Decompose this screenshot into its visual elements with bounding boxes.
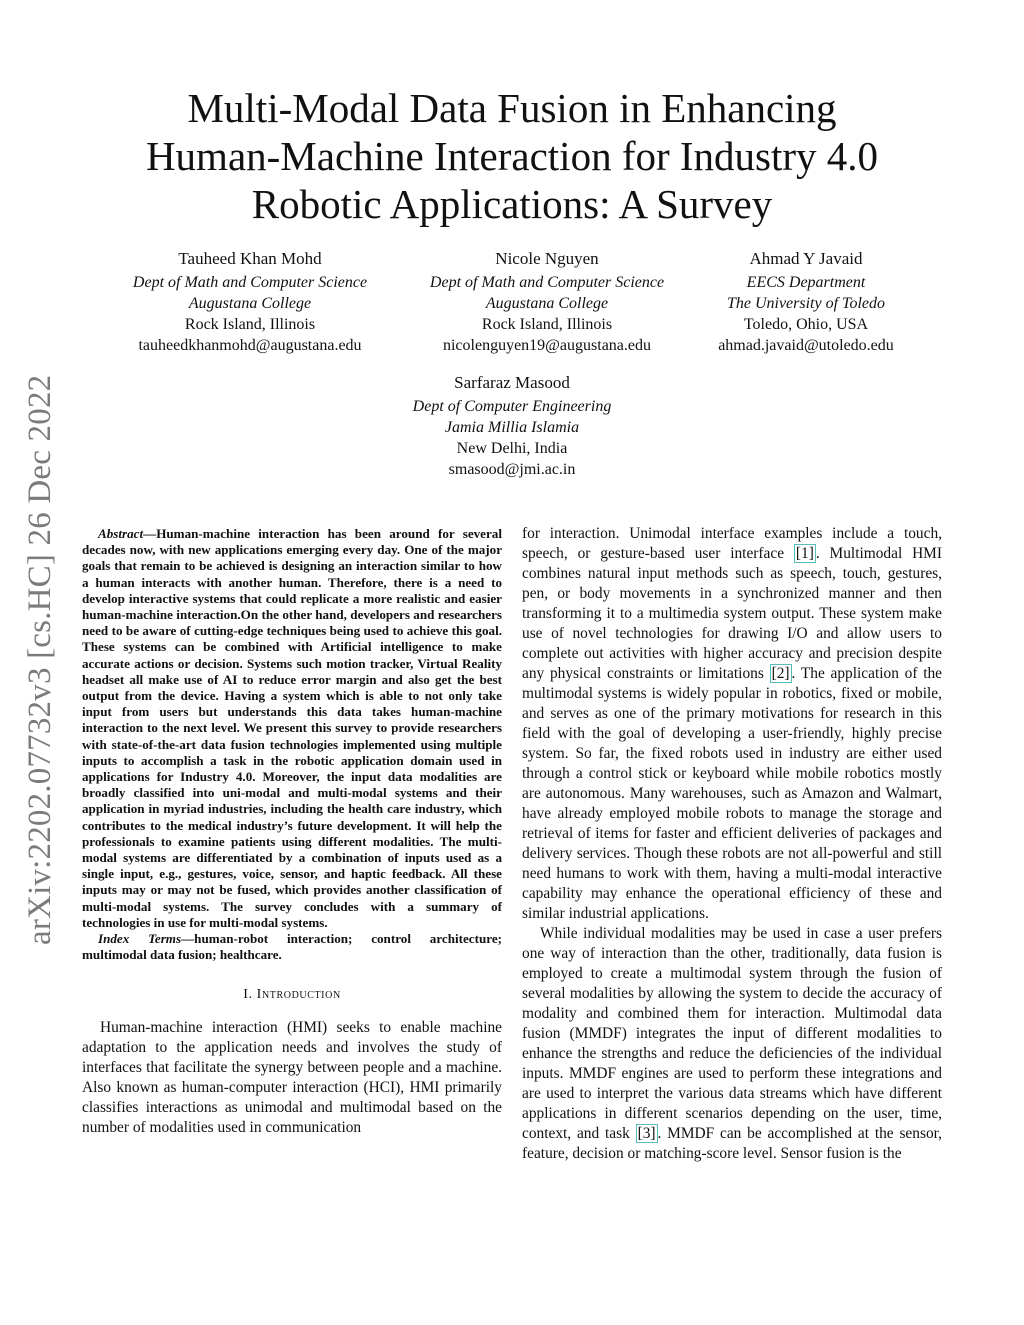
author-name: Tauheed Khan Mohd bbox=[178, 249, 322, 268]
title-line-1: Multi-Modal Data Fusion in Enhancing bbox=[187, 85, 837, 131]
author-dept: Dept of Computer Engineering bbox=[412, 398, 612, 415]
citation-link[interactable]: [2] bbox=[771, 665, 790, 682]
citation-link[interactable]: [3] bbox=[637, 1125, 656, 1142]
author-dept: EECS Department bbox=[746, 274, 866, 291]
index-terms-text: —human-robot interaction; control architecture; multimodal data fusion; healthcare. bbox=[82, 931, 502, 963]
author-institution: Augustana College bbox=[485, 295, 609, 312]
author-location: Toledo, Ohio, USA bbox=[743, 316, 869, 333]
index-terms bbox=[82, 931, 502, 963]
title-line-2: Human-Machine Interaction for Industry 4.0 bbox=[145, 133, 879, 179]
author-name: Nicole Nguyen bbox=[495, 249, 599, 268]
paragraph-text: While individual modalities may be used in case a user prefers one way of interaction than the other, traditionally, data fusion is employed to create a multimodal system through the fusion of several modalities by allowing the system to decide the accuracy of modality and combined them for interaction. Multimodal data fusion (MMDF) integrates the input of different modalities to enhance the strengths and reduce the deficiencies of the individual inputs. MMDF engines are used to perform these integrations and are used to interpret the various data streams which have different applications in different scenarios depending on the user, time, context, and task bbox=[522, 925, 942, 1142]
paragraph-text: . The application of the multimodal systems is widely popular in robotics, fixed or mobile, and serves as one of the primary motivations for research in this field with the goal of developing a user-friendly, highly precise system. So far, the fixed robots used in industry are either used through a control stick or keyboard while mobile robotics mostly are autonomous. Many warehouses, such as Amazon and Walmart, have already employed mobile robots to manage the storage and retrieval of items for faster and efficient deliveries of packages and delivery services. Though these robots are not all-powerful and still need humans to work with them, having a multi-modal interactive capability may enhance the operational efficiency of these and similar industrial applications. bbox=[522, 665, 943, 922]
author-email: nicolenguyen19@augustana.edu bbox=[442, 337, 651, 354]
author-name: Ahmad Y Javaid bbox=[749, 249, 863, 268]
author-institution: The University of Toledo bbox=[726, 295, 886, 312]
section-heading-introduction: I. Introduction bbox=[243, 987, 341, 1003]
index-terms-lead: Index Terms bbox=[98, 931, 182, 947]
intro-paragraph-1: Human-machine interaction (HMI) seeks to enable machine adaptation to the application needs and involves the study of interfaces that facilitate the synergy between people and a machine. Also known as human-computer interaction (HCI), HMI primarily classifies interactions as unimodal and multimodal based on the number of modalities used in communication bbox=[82, 1019, 502, 1137]
author-dept: Dept of Math and Computer Science bbox=[132, 274, 368, 291]
abstract bbox=[82, 526, 502, 931]
title-line-3: Robotic Applications: A Survey bbox=[251, 181, 773, 227]
intro-paragraph-2 bbox=[522, 924, 942, 1164]
author-institution: Jamia Millia Islamia bbox=[444, 419, 580, 436]
paragraph-text: . MMDF can be accomplished at the sensor, feature, decision or matching-score level. Sensor fusion is the bbox=[522, 1125, 942, 1162]
author-location: Rock Island, Illinois bbox=[184, 316, 316, 333]
author-block-2 bbox=[397, 248, 697, 356]
author-block-4 bbox=[362, 372, 662, 480]
intro-paragraph-continued bbox=[522, 524, 942, 924]
author-email: ahmad.javaid@utoledo.edu bbox=[718, 337, 894, 354]
paper-title bbox=[110, 84, 914, 228]
author-block-3 bbox=[686, 248, 926, 356]
paragraph-text: . Multimodal HMI combines natural input methods such as speech, touch, gestures, pen, or body movements in a synchronized manner and then transforming it to a multimedia system output. These system make use of novel technologies for drawing I/O and allow users to complete out activities with higher accuracy and precision despite any physical constraints or limitations bbox=[522, 545, 942, 682]
paragraph-text: for interaction. Unimodal interface examples include a touch, speech, or gesture-based user interface bbox=[522, 525, 942, 562]
author-block-1 bbox=[100, 248, 400, 356]
author-institution: Augustana College bbox=[188, 295, 312, 312]
author-location: Rock Island, Illinois bbox=[481, 316, 613, 333]
abstract-text: —Human-machine interaction has been around for several decades now, with new applications emerging every day. One of the major goals that remain to be achieved is designing an interaction similar to how a human interacts with another human. Therefore, there is a need to develop interactive systems that could replicate a more realistic and easier human-machine interaction.On the other hand, developers and researchers need to be aware of cutting-edge techniques being used to achieve this goal. These systems can be combined with Artificial intelligence to make accurate actions or decision. Systems such motion tracker, Virtual Reality headset all make use of AI to reduce error margin and also get the best output from the device. Having a system which is able to not only take input from users but understands this data takes human-machine interaction to the next level. We present this survey to provide researchers with state-of-the-art data fusion technologies implemented using multiple inputs to accomplish a task in the robotic application domain used in applications for Industry 4.0. Moreover, the input data modalities are broadly classified into uni-modal and multi-modal systems and their application in myriad industries, including the health care industry, which contributes to the medical industry’s future development. It will help the professionals to examine patients using different modalities. The multi-modal systems are differentiated by a combination of inputs used as a single input, e.g., gestures, voice, sensor, and haptic feedback. All these inputs may or may not be fused, which provides another classification of multi-modal systems. The survey concludes with a summary of technologies in use for multi-modal systems. bbox=[82, 526, 502, 930]
citation-link[interactable]: [1] bbox=[795, 545, 814, 562]
author-dept: Dept of Math and Computer Science bbox=[429, 274, 665, 291]
author-email: tauheedkhanmohd@augustana.edu bbox=[138, 337, 362, 354]
author-location: New Delhi, India bbox=[456, 440, 568, 457]
abstract-lead: Abstract bbox=[98, 526, 144, 541]
right-column bbox=[522, 524, 942, 1164]
left-column bbox=[82, 526, 502, 1138]
author-email: smasood@jmi.ac.in bbox=[448, 461, 576, 478]
arxiv-identifier: arXiv:2202.07732v3 [cs.HC] 26 Dec 2022 bbox=[22, 374, 58, 945]
author-name: Sarfaraz Masood bbox=[454, 373, 570, 392]
